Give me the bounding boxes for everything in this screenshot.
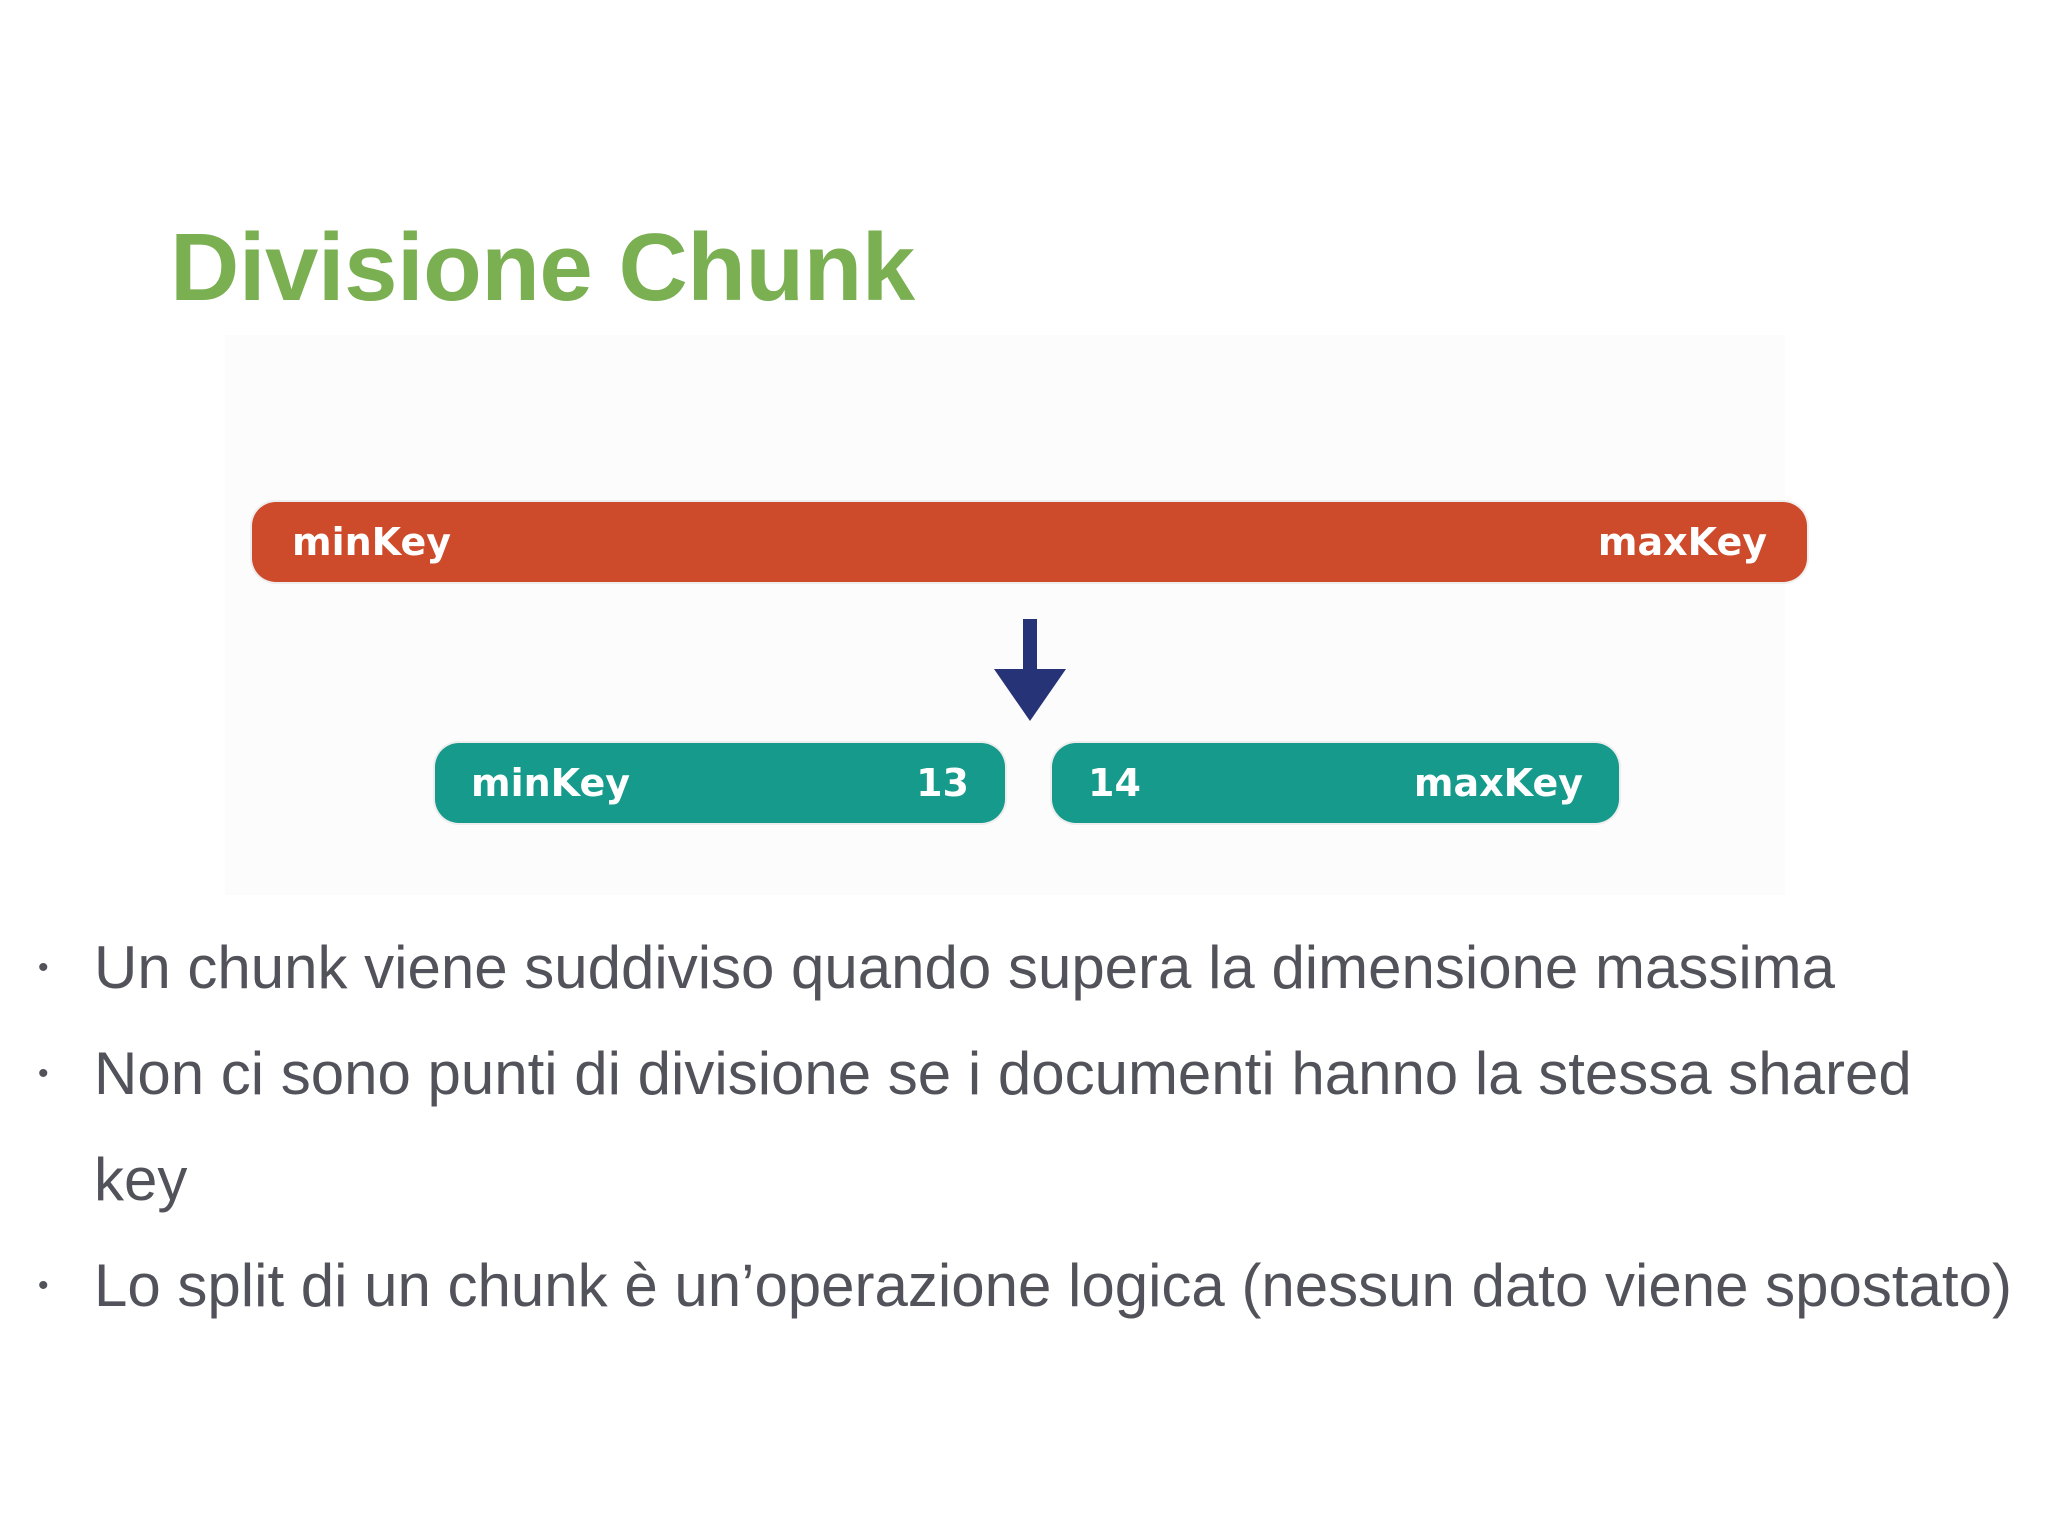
split-left-max-label: 13: [916, 761, 969, 805]
split-right-max-label: maxKey: [1413, 761, 1583, 805]
original-chunk-min-label: minKey: [292, 520, 451, 564]
original-chunk-bar: [252, 502, 1807, 582]
bullet-item: [30, 1021, 2020, 1233]
bullet-item: [30, 1233, 2020, 1339]
bullet-item: [30, 915, 2020, 1021]
bullet-text: Non ci sono punti di divisione se i documenti hanno la stessa shared key: [94, 1040, 1912, 1213]
bullet-dot-icon: •: [38, 951, 49, 984]
bullet-text: Un chunk viene suddiviso quando supera la dimensione massima: [94, 934, 1835, 1001]
bullet-dot-icon: •: [38, 1269, 49, 1302]
slide-title: Divisione Chunk: [170, 214, 915, 321]
split-chunk-left-bar: [435, 743, 1005, 823]
bullet-dot-icon: •: [38, 1057, 49, 1090]
down-arrow-icon: [990, 617, 1070, 727]
bullet-list: [30, 915, 2020, 1339]
bullet-text: Lo split di un chunk è un’operazione logica (nessun dato viene spostato): [94, 1252, 2012, 1319]
original-chunk-max-label: maxKey: [1597, 520, 1767, 564]
chunk-split-diagram: [225, 335, 1785, 895]
split-chunk-right-bar: [1052, 743, 1619, 823]
split-left-min-label: minKey: [471, 761, 630, 805]
split-right-min-label: 14: [1088, 761, 1141, 805]
